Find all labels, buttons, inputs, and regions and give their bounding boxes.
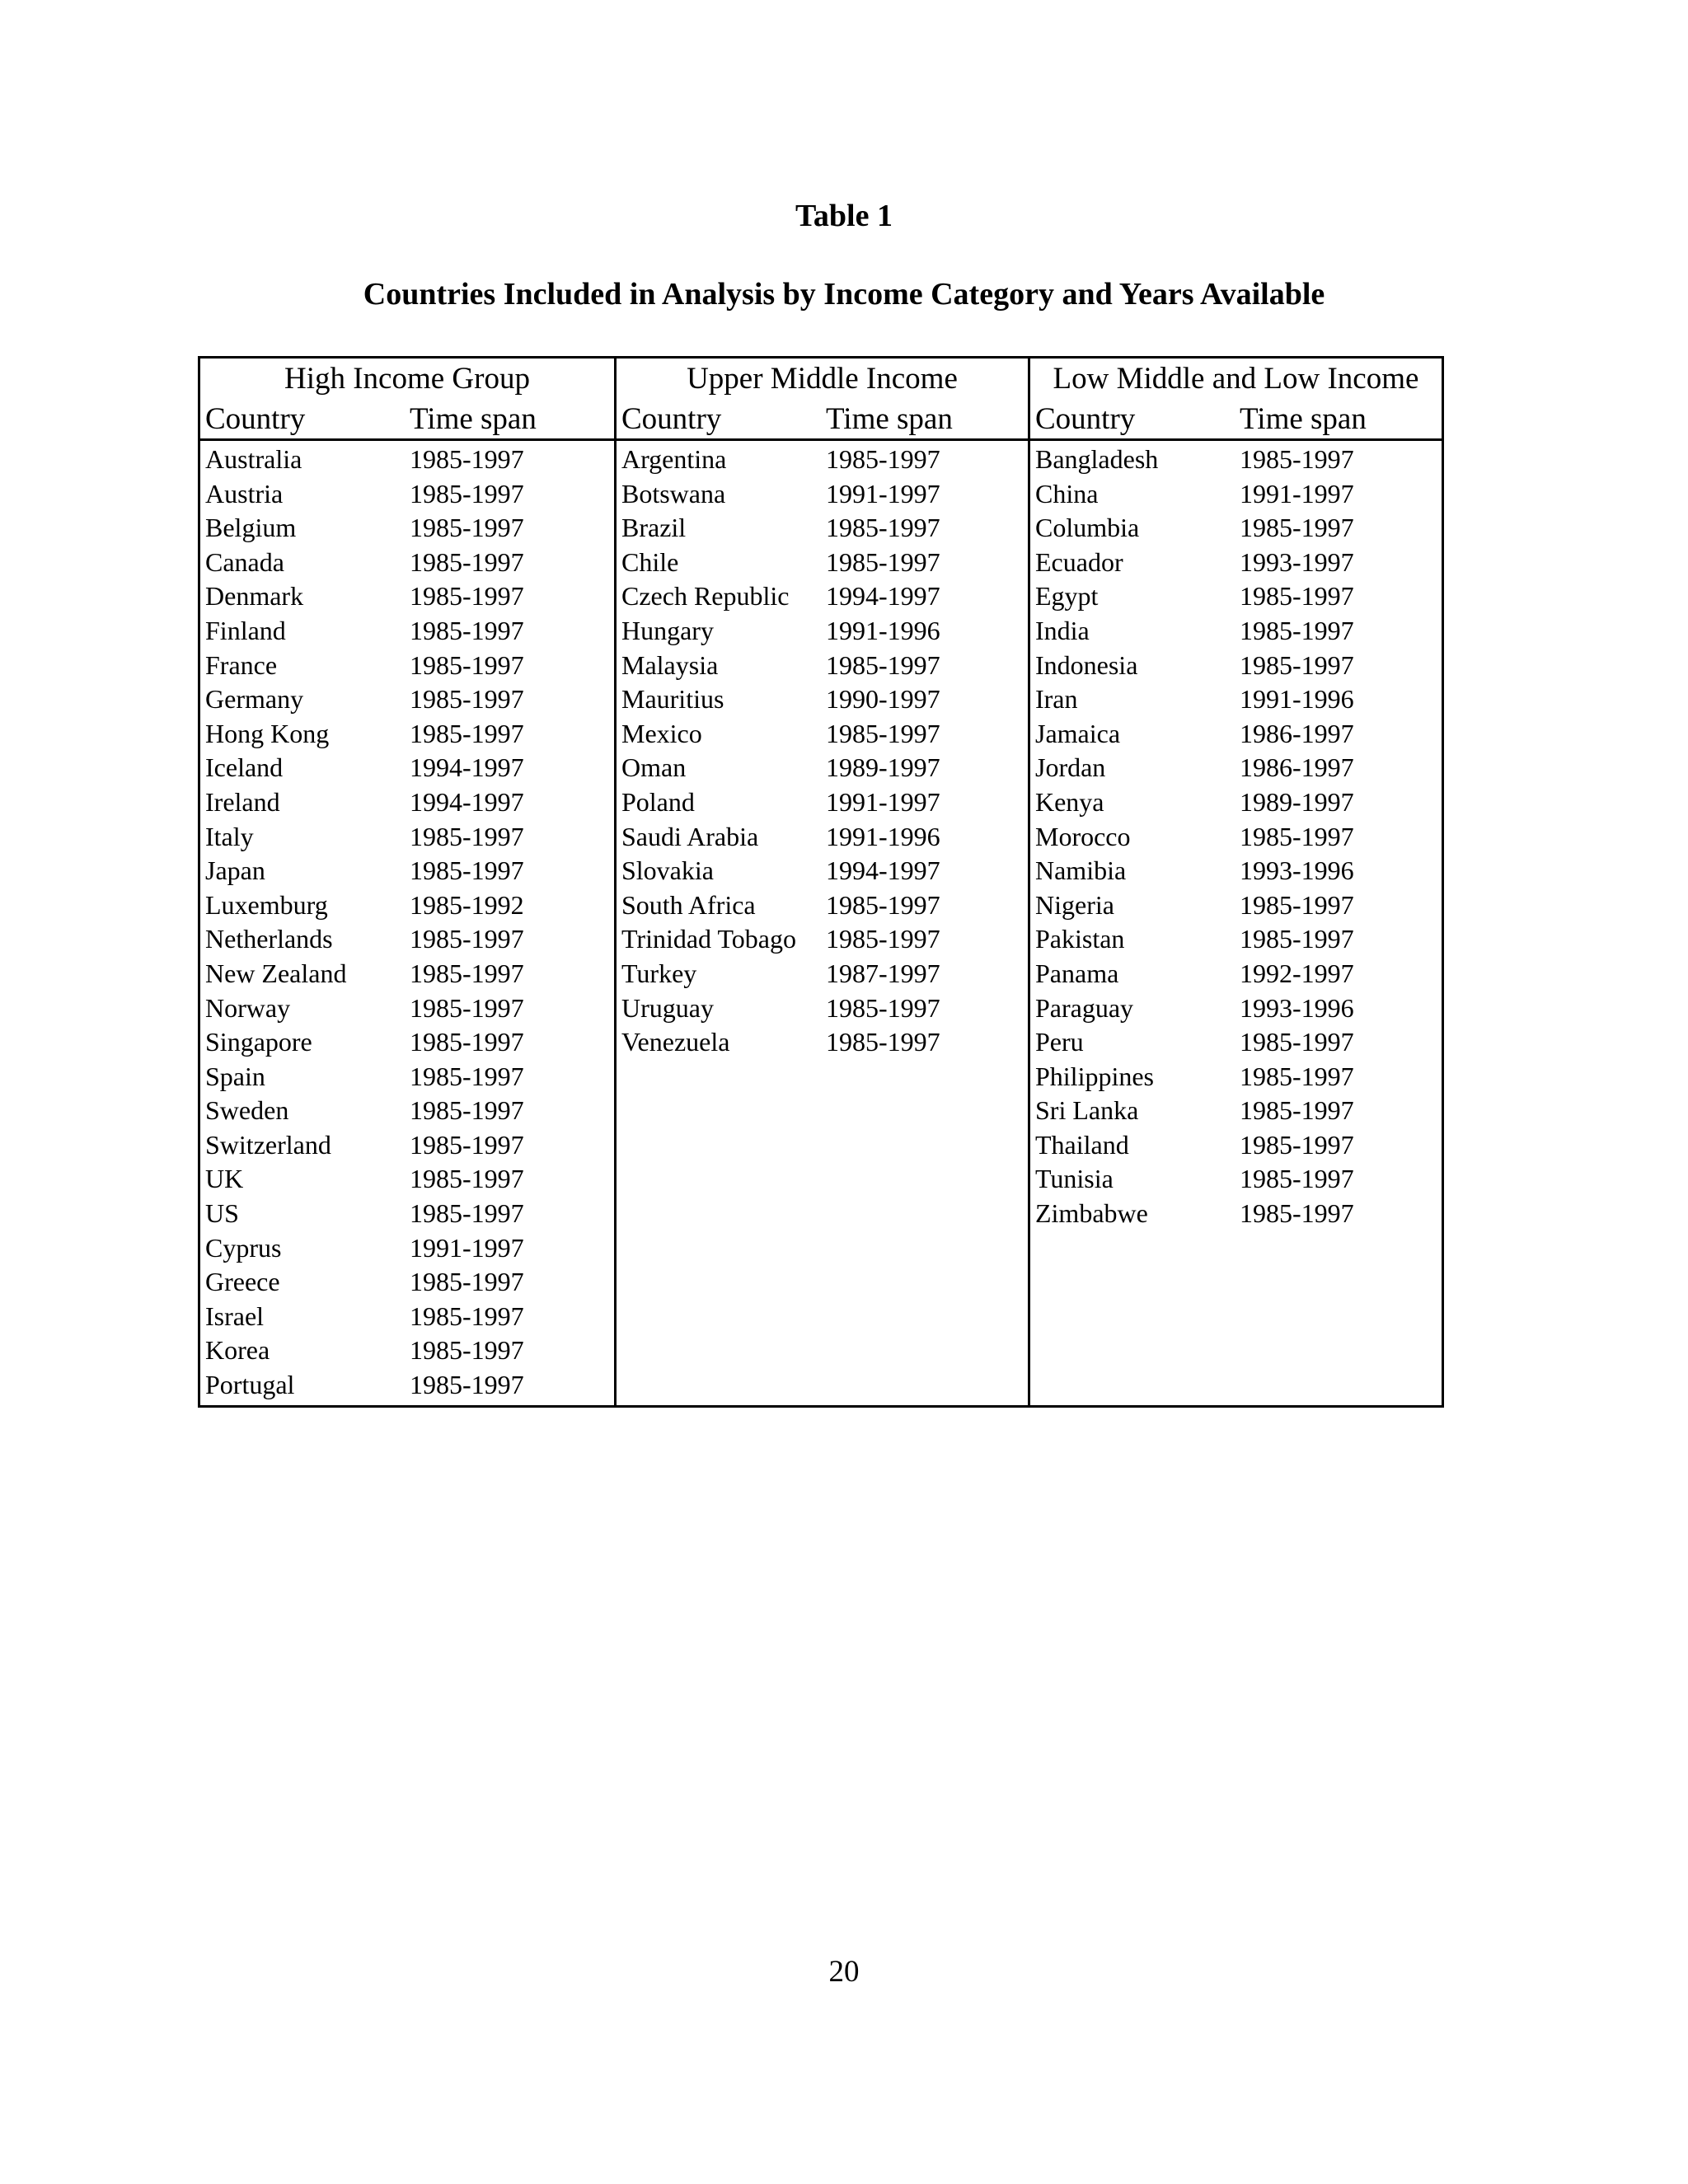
country-cell: Czech Republic — [621, 581, 790, 612]
table-row — [617, 579, 1028, 614]
table-row — [200, 1060, 614, 1094]
table-row — [1030, 1162, 1442, 1197]
time-span-cell: 1985-1997 — [410, 1129, 524, 1160]
time-span-cell: 1991-1997 — [1239, 478, 1354, 509]
group-high-income — [200, 359, 614, 1405]
time-span-cell: 1985-1997 — [1239, 513, 1354, 543]
time-span-cell: 1985-1997 — [410, 649, 524, 680]
country-cell: Thailand — [1034, 1129, 1129, 1160]
table-row — [200, 1162, 614, 1197]
table-row — [1030, 649, 1442, 683]
table-row — [617, 717, 1028, 752]
column-header-country: Country — [621, 402, 722, 436]
table-row — [200, 820, 614, 855]
country-cell: Slovakia — [621, 855, 714, 886]
time-span-cell: 1985-1997 — [1239, 1027, 1354, 1057]
country-cell: Tunisia — [1034, 1164, 1114, 1194]
time-span-cell: 1985-1997 — [410, 513, 524, 543]
table-row — [617, 546, 1028, 580]
table-row — [1030, 511, 1442, 546]
time-span-cell: 1985-1997 — [410, 478, 524, 509]
column-header-time-span: Time span — [1239, 402, 1367, 436]
country-cell: Columbia — [1034, 513, 1140, 543]
time-span-cell: 1985-1997 — [825, 649, 940, 680]
time-span-cell: 1986-1997 — [1239, 718, 1354, 748]
time-span-cell: 1994-1997 — [825, 581, 940, 612]
country-cell: Saudi Arabia — [621, 821, 759, 851]
country-cell: Indonesia — [1034, 649, 1138, 680]
time-span-cell: 1986-1997 — [1239, 752, 1354, 783]
time-span-cell: 1985-1997 — [825, 513, 940, 543]
table-row — [200, 1025, 614, 1060]
table-row — [617, 957, 1028, 991]
country-cell: Kenya — [1034, 786, 1104, 817]
time-span-cell: 1985-1997 — [410, 546, 524, 577]
country-cell: Zimbabwe — [1034, 1198, 1148, 1229]
table-row — [1030, 682, 1442, 717]
country-cell: Pakistan — [1034, 924, 1125, 954]
time-span-cell: 1985-1997 — [410, 718, 524, 748]
time-span-cell: 1985-1997 — [825, 889, 940, 920]
time-span-cell: 1991-1996 — [825, 615, 940, 645]
table-row — [1030, 888, 1442, 923]
time-span-cell: 1985-1992 — [410, 889, 524, 920]
country-cell: Panama — [1034, 958, 1119, 988]
table-row — [1030, 922, 1442, 957]
country-cell: Belgium — [205, 513, 297, 543]
country-cell: Oman — [621, 752, 687, 783]
time-span-cell: 1992-1997 — [1239, 958, 1354, 988]
time-span-cell: 1985-1997 — [410, 1370, 524, 1400]
table-row — [1030, 820, 1442, 855]
table-row — [617, 649, 1028, 683]
country-cell: France — [205, 649, 278, 680]
country-cell: Iran — [1034, 684, 1078, 715]
time-span-cell: 1985-1997 — [410, 1301, 524, 1331]
table-row — [617, 922, 1028, 957]
country-cell: Philippines — [1034, 1061, 1154, 1091]
table-row — [200, 785, 614, 820]
time-span-cell: 1985-1997 — [1239, 821, 1354, 851]
time-span-cell: 1985-1997 — [410, 1164, 524, 1194]
country-cell: Finland — [205, 615, 286, 645]
table-row — [1030, 957, 1442, 991]
time-span-cell: 1985-1997 — [1239, 1061, 1354, 1091]
table-row — [1030, 854, 1442, 888]
country-cell: Sweden — [205, 1095, 289, 1126]
time-span-cell: 1994-1997 — [825, 855, 940, 886]
table-row — [1030, 477, 1442, 512]
time-span-cell: 1985-1997 — [1239, 1164, 1354, 1194]
table-row — [1030, 546, 1442, 580]
country-cell: Uruguay — [621, 992, 714, 1023]
country-cell: US — [205, 1198, 239, 1229]
country-cell: Turkey — [621, 958, 697, 988]
table-row — [200, 614, 614, 649]
time-span-cell: 1985-1997 — [825, 1027, 940, 1057]
country-cell: Germany — [205, 684, 304, 715]
group-header — [617, 359, 1028, 441]
table-row — [1030, 1094, 1442, 1128]
time-span-cell: 1985-1997 — [825, 924, 940, 954]
time-span-cell: 1985-1997 — [1239, 924, 1354, 954]
country-cell: Venezuela — [621, 1027, 730, 1057]
time-span-cell: 1985-1997 — [825, 546, 940, 577]
time-span-cell: 1989-1997 — [825, 752, 940, 783]
group-rows — [617, 441, 1028, 1060]
time-span-cell: 1991-1996 — [1239, 684, 1354, 715]
country-cell: Nigeria — [1034, 889, 1114, 920]
country-cell: Bangladesh — [1034, 444, 1159, 474]
column-headers — [200, 400, 614, 438]
country-cell: Malaysia — [621, 649, 719, 680]
table-row — [200, 1231, 614, 1266]
group-header — [1030, 359, 1442, 441]
time-span-cell: 1991-1997 — [825, 786, 940, 817]
time-span-cell: 1985-1997 — [410, 821, 524, 851]
table-row — [1030, 579, 1442, 614]
table-row — [200, 443, 614, 477]
country-cell: Peru — [1034, 1027, 1084, 1057]
table-row — [200, 751, 614, 785]
table-row — [200, 1197, 614, 1231]
country-cell: Greece — [205, 1267, 280, 1297]
time-span-cell: 1985-1997 — [410, 992, 524, 1023]
table-row — [200, 957, 614, 991]
country-cell: Japan — [205, 855, 265, 886]
table-row — [200, 1128, 614, 1163]
table-row — [1030, 1025, 1442, 1060]
group-rows — [200, 441, 614, 1403]
table-row — [617, 1025, 1028, 1060]
column-header-time-span: Time span — [825, 402, 953, 436]
table-row — [200, 546, 614, 580]
time-span-cell: 1985-1997 — [410, 581, 524, 612]
country-cell: Denmark — [205, 581, 304, 612]
country-cell: UK — [205, 1164, 244, 1194]
country-cell: Jamaica — [1034, 718, 1121, 748]
column-header-time-span: Time span — [410, 402, 537, 436]
country-cell: Spain — [205, 1061, 265, 1091]
time-span-cell: 1985-1997 — [410, 684, 524, 715]
table-row — [617, 820, 1028, 855]
time-span-cell: 1990-1997 — [825, 684, 940, 715]
table-row — [200, 579, 614, 614]
table-row — [200, 888, 614, 923]
group-header — [200, 359, 614, 441]
column-header-country: Country — [205, 402, 306, 436]
time-span-cell: 1985-1997 — [410, 1267, 524, 1297]
country-cell: Israel — [205, 1301, 265, 1331]
table-row — [1030, 1197, 1442, 1231]
table-row — [200, 511, 614, 546]
country-cell: Australia — [205, 444, 302, 474]
table-row — [200, 1300, 614, 1334]
country-cell: Argentina — [621, 444, 727, 474]
time-span-cell: 1985-1997 — [1239, 1095, 1354, 1126]
time-span-cell: 1991-1996 — [825, 821, 940, 851]
time-span-cell: 1993-1996 — [1239, 992, 1354, 1023]
group-rows — [1030, 441, 1442, 1231]
country-cell: Poland — [621, 786, 695, 817]
country-cell: Singapore — [205, 1027, 312, 1057]
country-cell: Hong Kong — [205, 718, 330, 748]
country-cell: Norway — [205, 992, 291, 1023]
country-cell: South Africa — [621, 889, 756, 920]
country-cell: Namibia — [1034, 855, 1127, 886]
table-row — [1030, 1060, 1442, 1094]
time-span-cell: 1993-1996 — [1239, 855, 1354, 886]
column-headers — [1030, 400, 1442, 438]
time-span-cell: 1985-1997 — [410, 855, 524, 886]
table-caption: Countries Included in Analysis by Income Category and Years Available — [363, 277, 1325, 312]
time-span-cell: 1985-1997 — [825, 718, 940, 748]
table-row — [200, 717, 614, 752]
table-row — [1030, 991, 1442, 1026]
time-span-cell: 1985-1997 — [410, 924, 524, 954]
country-cell: Netherlands — [205, 924, 333, 954]
country-cell: Cyprus — [205, 1232, 282, 1263]
time-span-cell: 1985-1997 — [1239, 444, 1354, 474]
group-title: Low Middle and Low Income — [1053, 362, 1419, 396]
country-cell: Portugal — [205, 1370, 295, 1400]
table-row — [617, 991, 1028, 1026]
country-cell: Italy — [205, 821, 254, 851]
country-cell: Korea — [205, 1335, 270, 1366]
time-span-cell: 1985-1997 — [1239, 615, 1354, 645]
group-title: Upper Middle Income — [687, 362, 958, 396]
table-row — [200, 991, 614, 1026]
country-cell: Brazil — [621, 513, 687, 543]
time-span-cell: 1991-1997 — [410, 1232, 524, 1263]
column-header-country: Country — [1034, 402, 1136, 436]
country-cell: India — [1034, 615, 1090, 645]
table-row — [200, 1368, 614, 1403]
table-row — [617, 614, 1028, 649]
table-row — [1030, 751, 1442, 785]
table-row — [617, 682, 1028, 717]
table-row — [617, 888, 1028, 923]
group-low-middle-and-low-income — [1028, 359, 1442, 1405]
table-row — [200, 854, 614, 888]
time-span-cell: 1985-1997 — [1239, 1129, 1354, 1160]
country-cell: Ireland — [205, 786, 280, 817]
table-row — [617, 477, 1028, 512]
table-row — [1030, 1128, 1442, 1163]
time-span-cell: 1985-1997 — [410, 615, 524, 645]
table-row — [200, 922, 614, 957]
time-span-cell: 1985-1997 — [410, 958, 524, 988]
table-row — [1030, 443, 1442, 477]
country-cell: Trinidad Tobago — [621, 924, 796, 954]
time-span-cell: 1985-1997 — [410, 1061, 524, 1091]
group-upper-middle-income — [614, 359, 1028, 1405]
time-span-cell: 1987-1997 — [825, 958, 940, 988]
country-cell: Ecuador — [1034, 546, 1123, 577]
time-span-cell: 1985-1997 — [1239, 581, 1354, 612]
time-span-cell: 1989-1997 — [1239, 786, 1354, 817]
time-span-cell: 1994-1997 — [410, 752, 524, 783]
time-span-cell: 1985-1997 — [410, 1095, 524, 1126]
country-cell: Austria — [205, 478, 284, 509]
table-row — [200, 1265, 614, 1300]
time-span-cell: 1985-1997 — [410, 1198, 524, 1229]
table-row — [200, 1333, 614, 1368]
time-span-cell: 1985-1997 — [1239, 889, 1354, 920]
table-row — [200, 682, 614, 717]
country-cell: Sri Lanka — [1034, 1095, 1139, 1126]
country-cell: Mauritius — [621, 684, 724, 715]
country-cell: Paraguay — [1034, 992, 1134, 1023]
country-cell: China — [1034, 478, 1099, 509]
time-span-cell: 1985-1997 — [1239, 649, 1354, 680]
time-span-cell: 1994-1997 — [410, 786, 524, 817]
time-span-cell: 1985-1997 — [410, 444, 524, 474]
table-row — [1030, 717, 1442, 752]
country-cell: Hungary — [621, 615, 714, 645]
table-row — [617, 785, 1028, 820]
table-row — [617, 511, 1028, 546]
country-cell: Iceland — [205, 752, 284, 783]
country-cell: Luxemburg — [205, 889, 328, 920]
time-span-cell: 1985-1997 — [1239, 1198, 1354, 1229]
page-title: Table 1 — [795, 199, 893, 233]
time-span-cell: 1985-1997 — [410, 1027, 524, 1057]
time-span-cell: 1985-1997 — [825, 444, 940, 474]
country-cell: New Zealand — [205, 958, 347, 988]
table-row — [617, 751, 1028, 785]
countries-table — [198, 356, 1444, 1408]
country-cell: Morocco — [1034, 821, 1131, 851]
table-row — [200, 477, 614, 512]
page-number: 20 — [828, 1955, 860, 1989]
table-row — [200, 649, 614, 683]
column-headers — [617, 400, 1028, 438]
country-cell: Chile — [621, 546, 679, 577]
country-cell: Switzerland — [205, 1129, 331, 1160]
country-cell: Egypt — [1034, 581, 1099, 612]
table-row — [617, 443, 1028, 477]
country-cell: Botswana — [621, 478, 726, 509]
time-span-cell: 1991-1997 — [825, 478, 940, 509]
country-cell: Jordan — [1034, 752, 1106, 783]
group-title: High Income Group — [284, 362, 530, 396]
time-span-cell: 1993-1997 — [1239, 546, 1354, 577]
time-span-cell: 1985-1997 — [410, 1335, 524, 1366]
table-row — [617, 854, 1028, 888]
time-span-cell: 1985-1997 — [825, 992, 940, 1023]
country-cell: Canada — [205, 546, 284, 577]
table-row — [1030, 614, 1442, 649]
table-row — [1030, 785, 1442, 820]
table-row — [200, 1094, 614, 1128]
country-cell: Mexico — [621, 718, 702, 748]
